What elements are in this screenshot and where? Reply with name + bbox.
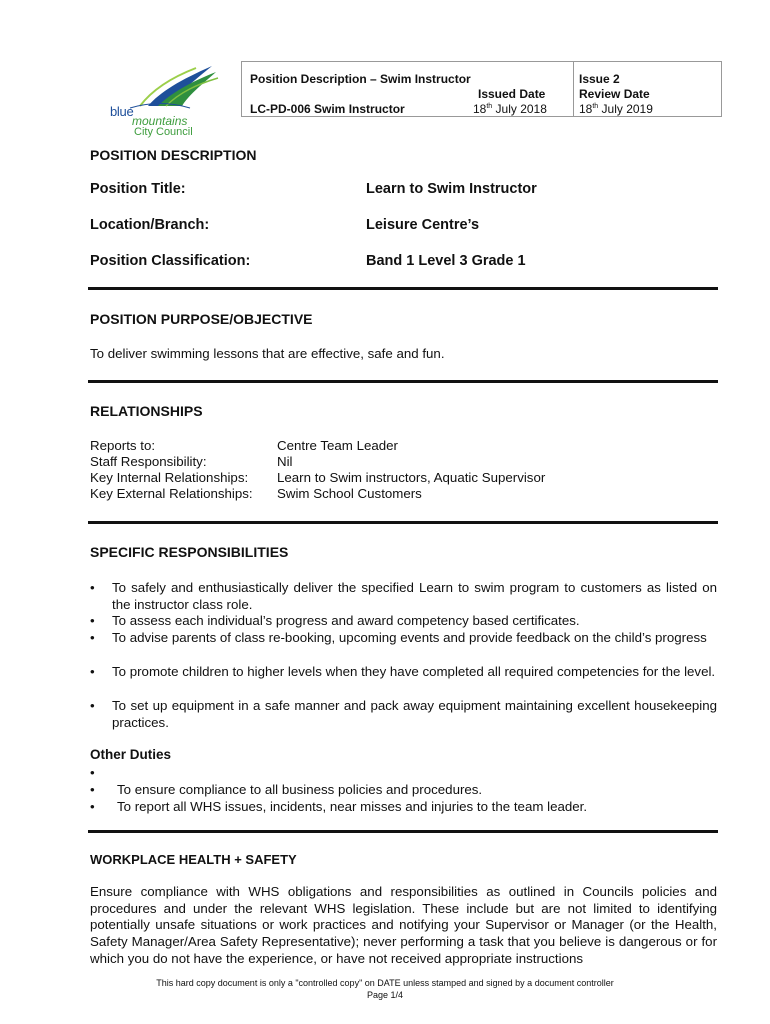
relationship-value: Swim School Customers [277,486,422,501]
purpose-text: To deliver swimming lessons that are effective, safe and fun. [90,346,445,361]
responsibility-item: To safely and enthusiastically deliver the specified Learn to swim program to customers as listed on the instructor class role. [112,580,717,612]
section-divider [88,287,718,290]
logo-text-mountains: mountains [132,114,188,128]
responsibility-item: To set up equipment in a safe manner and pack away equipment maintaining excellent housekeeping practices. [112,698,717,730]
responsibilities-heading: SPECIFIC RESPONSIBILITIES [90,544,289,560]
section-divider [88,830,718,833]
page-number: Page 1/4 [366,990,404,1000]
purpose-heading: POSITION PURPOSE/OBJECTIVE [90,311,313,327]
other-duty-item: To ensure compliance to all business policies and procedures. [117,782,483,797]
bullet-icon: • [90,765,95,780]
responsibility-item: To promote children to higher levels when they have completed all required competencies for the level. [112,664,716,679]
header-code: LC-PD-006 Swim Instructor [250,102,405,116]
location-branch-value: Leisure Centre’s [366,217,480,233]
council-logo [100,62,220,142]
responsibility-item: To advise parents of class re-booking, upcoming events and provide feedback on the child’s progress [112,630,707,645]
review-date-label: Review Date [579,87,650,101]
issue-number: Issue 2 [579,72,620,86]
relationships-heading: RELATIONSHIPS [90,403,203,419]
header-divider [573,62,574,116]
other-duty-item: To report all WHS issues, incidents, near misses and injuries to the team leader. [117,799,588,814]
responsibility-item: To assess each individual’s progress and award competency based certificates. [112,613,580,628]
relationship-label: Reports to: [90,438,156,453]
bullet-icon: • [90,799,95,814]
bullet-icon: • [90,580,95,595]
relationship-value: Nil [277,454,293,469]
relationship-label: Staff Responsibility: [90,454,207,469]
classification-label: Position Classification: [90,253,251,269]
document-header [241,61,722,117]
review-date-value: 18th July 2019 [579,102,653,116]
bullet-icon: • [90,698,95,713]
relationship-value: Centre Team Leader [277,438,398,453]
logo-text-city: City Council [134,126,193,138]
bullet-icon: • [90,664,95,679]
issued-date-value: 18th July 2018 [473,102,547,116]
logo-text-blue: blue [110,104,134,119]
footer-note: This hard copy document is only a "controlled copy" on DATE unless stamped and signed by a document controller [156,978,614,988]
section-divider [88,380,718,383]
whs-paragraph: Ensure compliance with WHS obligations and responsibilities as outlined in Councils policies and procedures and under the relevant WHS legislation. These include but are not limited to identifying potentially unsafe situations or work practices and notifying your Supervisor or Manager (or the Health, Safety Manager/Area Safety Representative); never performing a task that you believe is dangerous or for which you do not have the experience, or have not received appropriate instructions [90,884,717,966]
header-title: Position Description – Swim Instructor [250,72,471,86]
bullet-icon: • [90,782,95,797]
issued-date-label: Issued Date [478,87,546,101]
position-description-heading: POSITION DESCRIPTION [90,147,257,163]
whs-heading: WORKPLACE HEALTH + SAFETY [90,852,297,867]
position-title-label: Position Title: [90,181,186,197]
location-branch-label: Location/Branch: [90,217,210,233]
bullet-icon: • [90,630,95,645]
classification-value: Band 1 Level 3 Grade 1 [366,253,526,269]
relationship-label: Key External Relationships: [90,486,253,501]
other-duties-heading: Other Duties [90,747,172,762]
bullet-icon: • [90,613,95,628]
relationship-label: Key Internal Relationships: [90,470,249,485]
position-title-value: Learn to Swim Instructor [366,181,537,197]
relationship-value: Learn to Swim instructors, Aquatic Supervisor [277,470,546,485]
section-divider [88,521,718,524]
